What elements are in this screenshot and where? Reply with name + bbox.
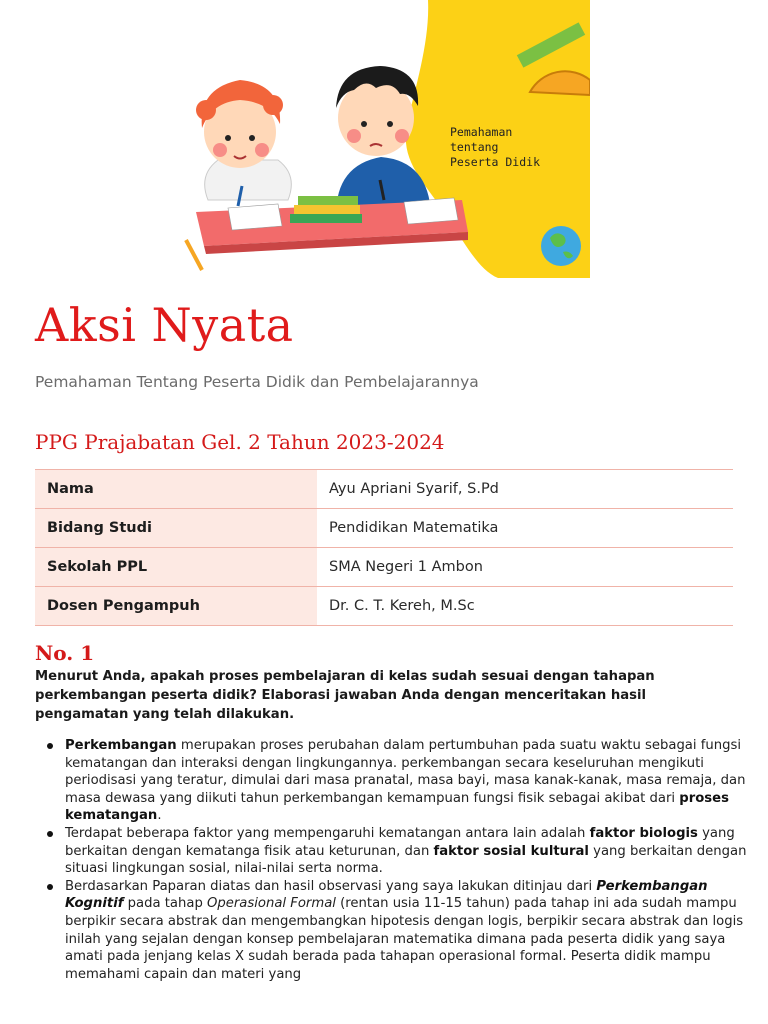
answer-text: Berdasarkan Paparan diatas dan hasil observasi yang saya lakukan ditinjau dari xyxy=(65,878,597,894)
answer-text: (rentan usia 11-15 tahun) pada tahap ini ada sudah mampu berpikir secara abstrak dan mengembangkan hipotesis dengan logis, berpikir secara abstrak dan logis inilah yang sejalan dengan konsep pembelajaran matematika dimana pada peserta didik yang saya amati pada jenjang kelas X sudah berada pada tahapan operasional formal. Peserta didik mampu memahami capain dan materi yang xyxy=(65,896,744,982)
program-heading: PPG Prajabatan Gel. 2 Tahun 2023-2024 xyxy=(35,430,445,454)
table-row xyxy=(35,548,733,587)
hero-caption-line-1: Pemahaman xyxy=(450,125,513,139)
answer-text: yang berkaitan dengan situasi lingkungan sosial, nilai-nilai serta norma. xyxy=(65,843,747,877)
info-table xyxy=(35,469,733,626)
info-key: Sekolah PPL xyxy=(35,548,317,587)
list-item xyxy=(65,825,765,878)
answer-text: pada tahap xyxy=(123,896,208,912)
info-value: Pendidikan Matematika xyxy=(317,509,733,548)
italic-term: Operasional Formal xyxy=(207,896,336,912)
answer-text: Terdapat beberapa faktor yang mempengaruhi kematangan antara lain adalah xyxy=(65,825,590,841)
page-title: Aksi Nyata xyxy=(35,298,294,352)
bold-term: faktor biologis xyxy=(589,825,698,841)
table-row xyxy=(35,587,733,626)
bold-term: Perkembangan xyxy=(65,738,177,753)
child-left-figure xyxy=(196,80,291,200)
info-value: SMA Negeri 1 Ambon xyxy=(317,548,733,587)
paper-right-icon xyxy=(404,198,458,224)
answer-list xyxy=(35,737,765,983)
list-item xyxy=(65,878,765,984)
answer-text: yang berkaitan dengan kematanga fisik atau keturunan, dan xyxy=(65,825,735,859)
answer-text: . xyxy=(157,808,162,824)
hero-caption-line-2: tentang xyxy=(450,140,499,154)
bold-term: faktor sosial kultural xyxy=(433,843,589,859)
info-key: Dosen Pengampuh xyxy=(35,587,317,626)
info-key: Nama xyxy=(35,470,317,509)
page-subtitle: Pemahaman Tentang Peserta Didik dan Pembelajarannya xyxy=(35,373,479,391)
table-row xyxy=(35,509,733,548)
hero-illustration-svg xyxy=(178,0,590,278)
info-value: Ayu Apriani Syarif, S.Pd xyxy=(317,470,733,509)
hero-illustration xyxy=(178,0,590,278)
section-number: No. 1 xyxy=(35,641,95,665)
hero-caption-line-3: Peserta Didik xyxy=(450,155,541,169)
answer-text: merupakan proses perubahan dalam pertumbuhan pada suatu waktu sebagai fungsi kematangan dan interaksi dengan lingkungannya. perkembangan secara keseluruhan mengikuti periodisasi yang teratur, dimulai dari masa pranatal, masa bayi, masa kanak-kanak, masa remaja, dan masa dewasa yang diikuti tahun perkembangan kemampuan fungsi fisik sebagai akibat dari xyxy=(65,738,746,806)
paper-left-icon xyxy=(228,204,282,230)
info-value: Dr. C. T. Kereh, M.Sc xyxy=(317,587,733,626)
table-row xyxy=(35,470,733,509)
list-item xyxy=(65,737,765,825)
books-icon xyxy=(290,214,362,223)
info-key: Bidang Studi xyxy=(35,509,317,548)
bold-term: proses kematangan xyxy=(65,790,729,824)
bold-italic-term: Perkembangan Kognitif xyxy=(65,878,708,912)
question-text: Menurut Anda, apakah proses pembelajaran di kelas sudah sesuai dengan tahapan perkembangan peserta didik? Elaborasi jawaban Anda dengan menceritakan hasil pengamatan yang telah dilakukan. xyxy=(35,669,655,722)
